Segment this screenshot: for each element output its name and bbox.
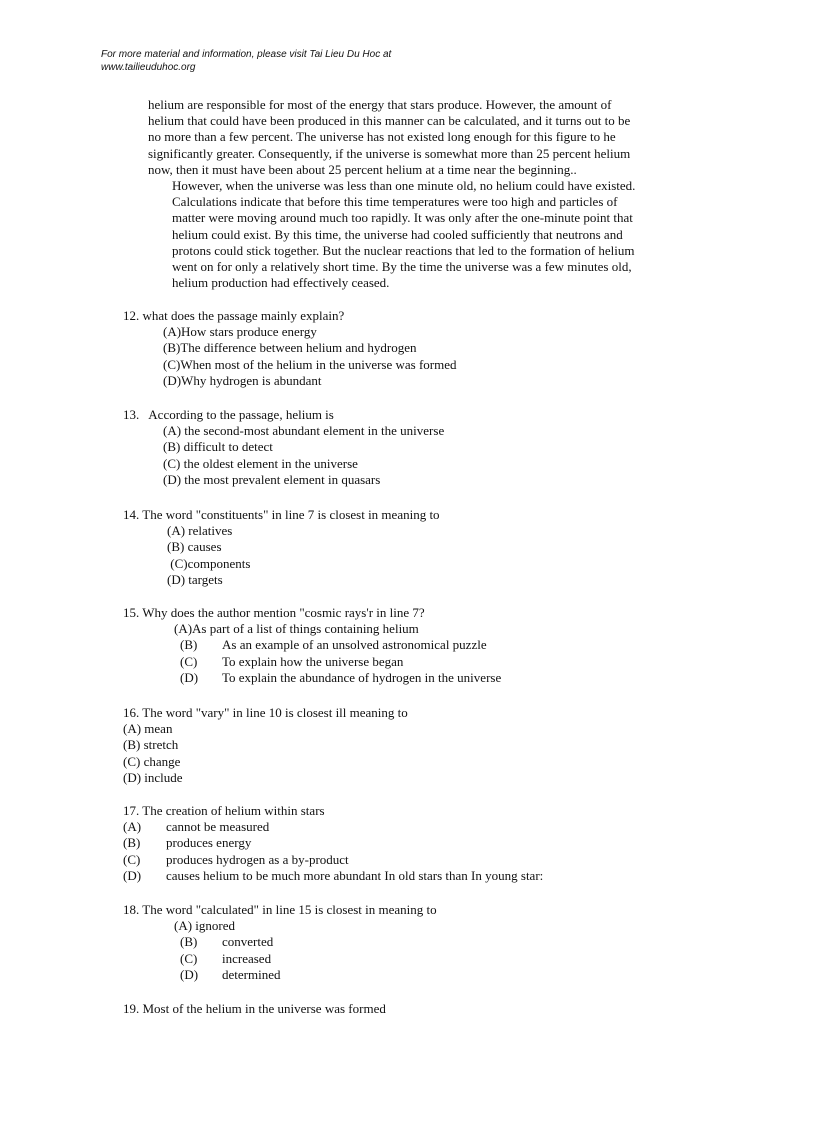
option-text: produces energy	[166, 835, 252, 851]
passage-line: protons could stick together. But the nuclear reactions that led to the formation of helium	[172, 242, 635, 258]
answer-option: (C)components	[167, 555, 251, 571]
question-19	[123, 1001, 386, 1017]
option-label: (C)	[180, 950, 198, 966]
answer-option: (C)When most of the helium in the universe was formed	[163, 356, 457, 372]
answer-option: (D) include	[123, 769, 183, 785]
question-18	[123, 902, 437, 983]
answer-option: (A)How stars produce energy	[163, 324, 317, 340]
option-label: (D)	[180, 966, 199, 982]
answer-option	[123, 819, 543, 835]
option-text: cannot be measured	[166, 819, 270, 835]
answer-option: (D)Why hydrogen is abundant	[163, 372, 322, 388]
question-15	[123, 605, 501, 686]
answer-option	[123, 637, 501, 653]
answer-option	[123, 670, 501, 686]
passage-line: However, when the universe was less than one minute old, no helium could have existed.	[172, 178, 636, 193]
option-label: (C)	[180, 653, 198, 669]
answer-option: (D) the most prevalent element in quasars	[163, 471, 381, 487]
answer-option: (B) causes	[167, 539, 222, 555]
option-text: causes helium to be much more abundant In old stars than In young star:	[166, 867, 544, 883]
answer-option: (B) stretch	[123, 737, 179, 753]
option-text: As an example of an unsolved astronomical puzzle	[222, 637, 487, 653]
header-line-1: For more material and information, please visit Tai Lieu Du Hoc at	[101, 49, 392, 60]
answer-option: (A) mean	[123, 721, 173, 737]
question-stem: 19. Most of the helium in the universe was formed	[123, 1001, 386, 1016]
passage-paragraph-2	[172, 178, 635, 291]
passage-line: helium are responsible for most of the energy that stars produce. However, the amount of	[148, 97, 612, 112]
option-text: produces hydrogen as a by-product	[166, 851, 349, 867]
question-14	[123, 507, 440, 588]
option-label: (D)	[123, 867, 142, 883]
option-label: (D)	[180, 669, 199, 685]
option-text: To explain how the universe began	[222, 653, 404, 669]
question-stem: 18. The word "calculated" in line 15 is closest in meaning to	[123, 902, 437, 917]
question-stem: 12. what does the passage mainly explain?	[123, 308, 345, 323]
passage-line: helium could exist. By this time, the universe had cooled sufficiently that neutrons and	[172, 226, 623, 242]
option-text: increased	[222, 950, 272, 966]
passage-line: Calculations indicate that before this time temperatures were too high and particles of	[172, 194, 618, 210]
option-text: To explain the abundance of hydrogen in the universe	[222, 669, 502, 685]
question-12	[123, 308, 457, 389]
passage-line: went on for only a relatively short time. By the time the universe was a few minutes old,	[172, 259, 632, 275]
answer-option: (C) change	[123, 753, 181, 769]
answer-option: (A)As part of a list of things containing helium	[174, 621, 419, 637]
option-label: (C)	[123, 851, 141, 867]
answer-option: (B)The difference between helium and hydrogen	[163, 340, 417, 356]
answer-option: (A) ignored	[174, 918, 236, 934]
passage-line: matter were moving around much too rapidly. It was only after the one-minute point that	[172, 210, 633, 226]
passage-line: significantly greater. Consequently, if the universe is somewhat more than 25 percent helium	[148, 145, 631, 161]
answer-option	[123, 868, 543, 884]
passage-line: helium production had effectively ceased.	[172, 275, 390, 291]
option-label: (A)	[123, 819, 142, 835]
answer-option: (A) relatives	[167, 523, 233, 539]
option-label: (B)	[123, 835, 141, 851]
answer-option: (D) targets	[167, 571, 223, 587]
passage-line: helium that could have been produced in this manner can be calculated, and it turns out to be	[148, 113, 631, 129]
passage-line: now, then it must have been about 25 percent helium at a time near the beginning..	[148, 161, 577, 177]
page-header	[101, 48, 391, 74]
passage-line: no more than a few percent. The universe has not existed long enough for this figure to he	[148, 129, 616, 145]
answer-option	[123, 852, 543, 868]
option-text: converted	[222, 934, 274, 950]
option-label: (B)	[180, 934, 198, 950]
question-stem: 13. According to the passage, helium is	[123, 407, 334, 422]
question-stem: 14. The word "constituents" in line 7 is closest in meaning to	[123, 507, 440, 522]
answer-option: (B) difficult to detect	[163, 439, 273, 455]
question-stem: 17. The creation of helium within stars	[123, 803, 325, 818]
answer-option	[123, 951, 437, 967]
answer-option	[123, 934, 437, 950]
answer-option: (C) the oldest element in the universe	[163, 455, 358, 471]
passage-paragraph-1	[148, 97, 630, 178]
question-16	[123, 705, 408, 786]
answer-option	[123, 654, 501, 670]
option-text: determined	[222, 966, 281, 982]
answer-option	[123, 967, 437, 983]
question-17	[123, 803, 543, 884]
answer-option	[123, 835, 543, 851]
question-stem: 16. The word "vary" in line 10 is closest ill meaning to	[123, 705, 408, 720]
question-stem: 15. Why does the author mention "cosmic rays'r in line 7?	[123, 605, 425, 620]
answer-option: (A) the second-most abundant element in the universe	[163, 423, 445, 439]
question-13	[123, 407, 444, 488]
option-label: (B)	[180, 637, 198, 653]
header-link[interactable]: www.tailieuduhoc.org	[101, 62, 196, 73]
